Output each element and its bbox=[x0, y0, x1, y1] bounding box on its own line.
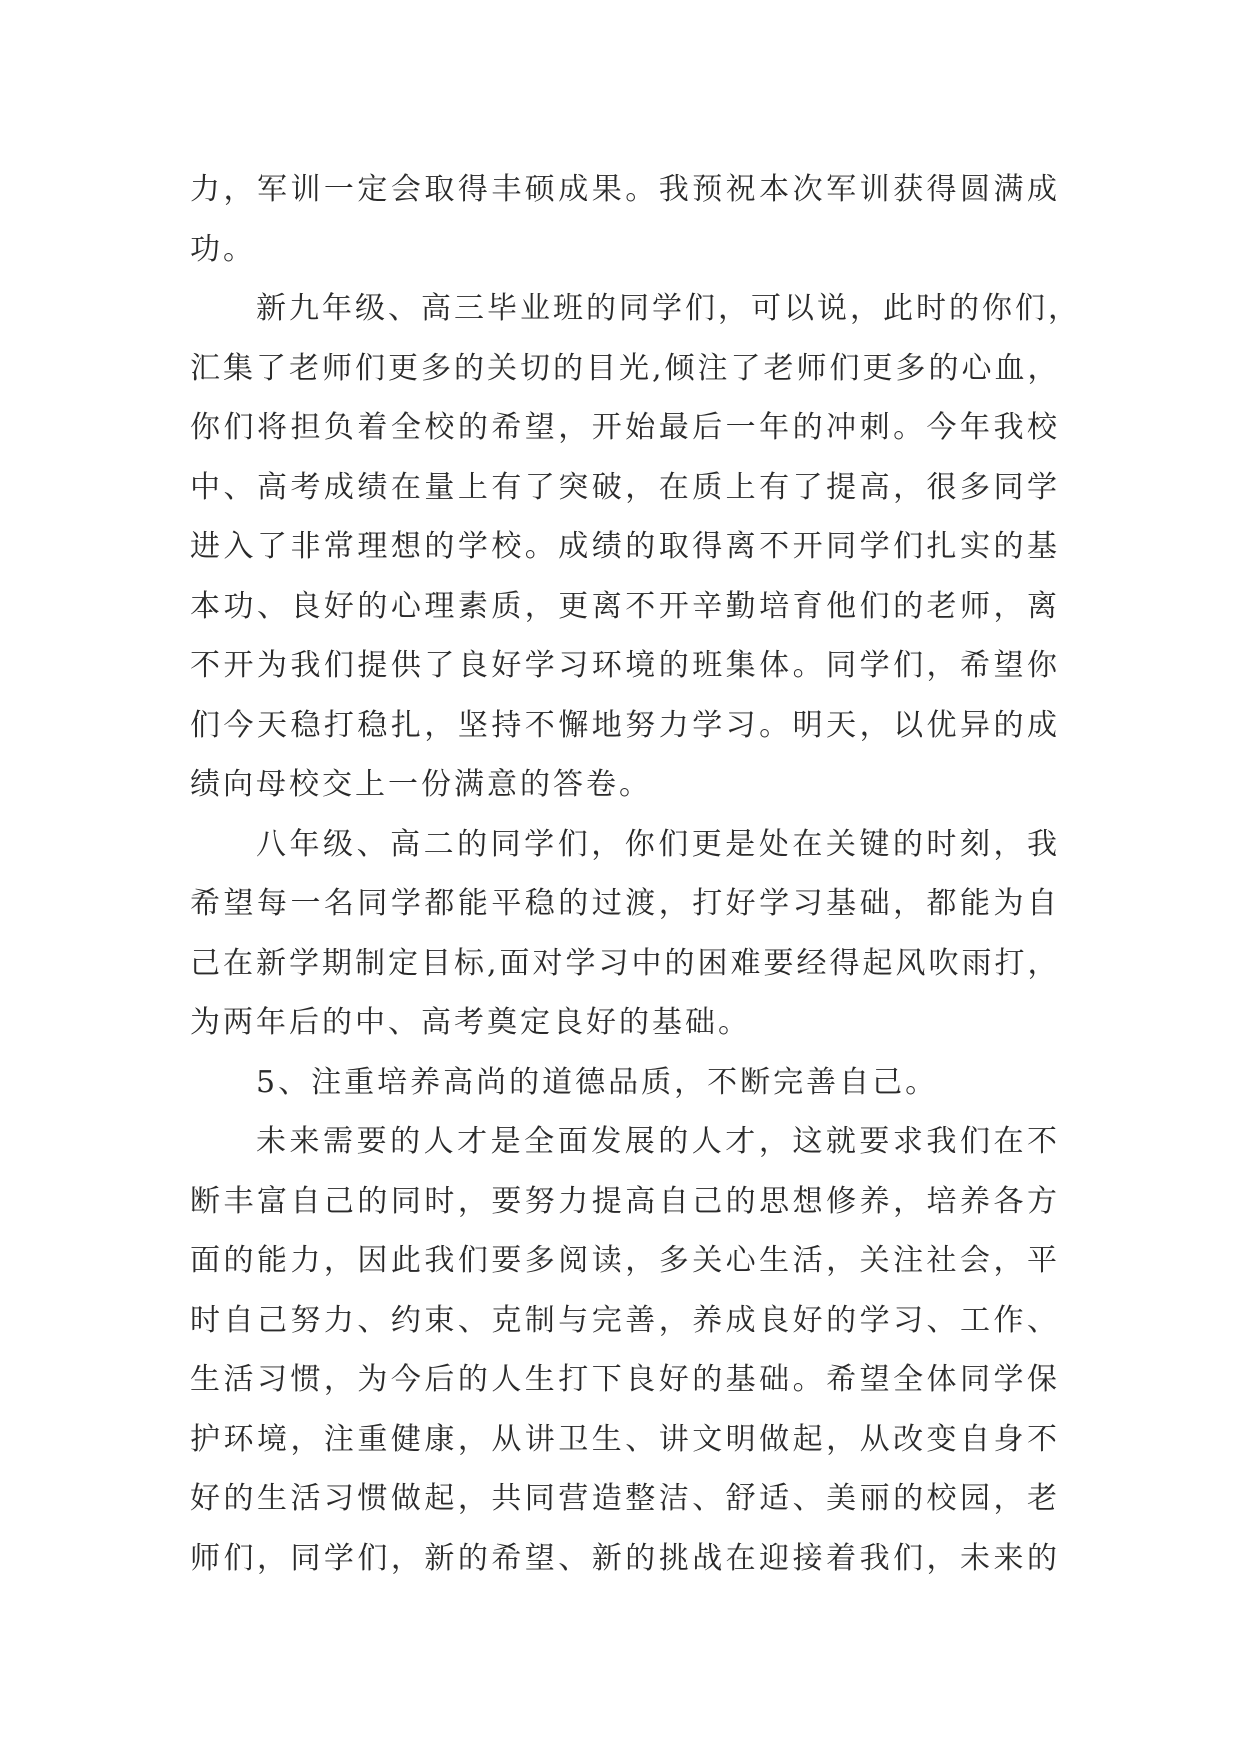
text-line: 希望每一名同学都能平稳的过渡，打好学习基础，都能为自 bbox=[190, 886, 1060, 921]
text-line: 本功、良好的心理素质，更离不开辛勤培育他们的老师，离 bbox=[190, 588, 1060, 624]
text-line: 汇集了老师们更多的关切的目光,倾注了老师们更多的心血， bbox=[190, 350, 1061, 386]
text-line: 时自己努力、约束、克制与完善，养成良好的学习、工作、 bbox=[190, 1302, 1060, 1338]
text-line: 为两年后的中、高考奠定良好的基础。 bbox=[190, 1005, 751, 1040]
text-line: 功。 bbox=[190, 231, 256, 267]
text-line: 好的生活习惯做起，共同营造整洁、舒适、美丽的校园，老 bbox=[190, 1481, 1060, 1516]
text-line: 中、高考成绩在量上有了突破，在质上有了提高，很多同学 bbox=[190, 469, 1060, 505]
text-line: 未来需要的人才是全面发展的人才，这就要求我们在不 bbox=[256, 1124, 1060, 1159]
text-line: 进入了非常理想的学校。成绩的取得离不开同学们扎实的基 bbox=[190, 529, 1060, 564]
text-line: 己在新学期制定目标,面对学习中的困难要经得起风吹雨打， bbox=[190, 945, 1061, 981]
text-line: 新九年级、高三毕业班的同学们，可以说，此时的你们， bbox=[256, 291, 1081, 326]
text-line: 八年级、高二的同学们，你们更是处在关键的时刻，我 bbox=[256, 826, 1060, 862]
text-line: 师们，同学们，新的希望、新的挑战在迎接着我们，未来的 bbox=[190, 1540, 1060, 1576]
text-line: 面的能力，因此我们要多阅读，多关心生活，关注社会，平 bbox=[190, 1243, 1060, 1278]
text-line: 绩向母校交上一份满意的答卷。 bbox=[190, 767, 652, 802]
text-line: 断丰富自己的同时，要努力提高自己的思想修养，培养各方 bbox=[190, 1183, 1060, 1219]
body-text bbox=[190, 160, 1081, 1588]
text-line: 们今天稳打稳扎，坚持不懈地努力学习。明天，以优异的成 bbox=[190, 707, 1060, 743]
text-line: 护环境，注重健康，从讲卫生、讲文明做起，从改变自身不 bbox=[190, 1421, 1060, 1457]
text-line: 5、注重培养高尚的道德品质，不断完善自己。 bbox=[256, 1064, 939, 1100]
text-line: 生活习惯，为今后的人生打下良好的基础。希望全体同学保 bbox=[190, 1362, 1060, 1397]
text-line: 你们将担负着全校的希望，开始最后一年的冲刺。今年我校 bbox=[190, 410, 1060, 445]
text-line: 力，军训一定会取得丰硕成果。我预祝本次军训获得圆满成 bbox=[190, 172, 1060, 207]
text-line: 不开为我们提供了良好学习环境的班集体。同学们，希望你 bbox=[190, 648, 1060, 683]
